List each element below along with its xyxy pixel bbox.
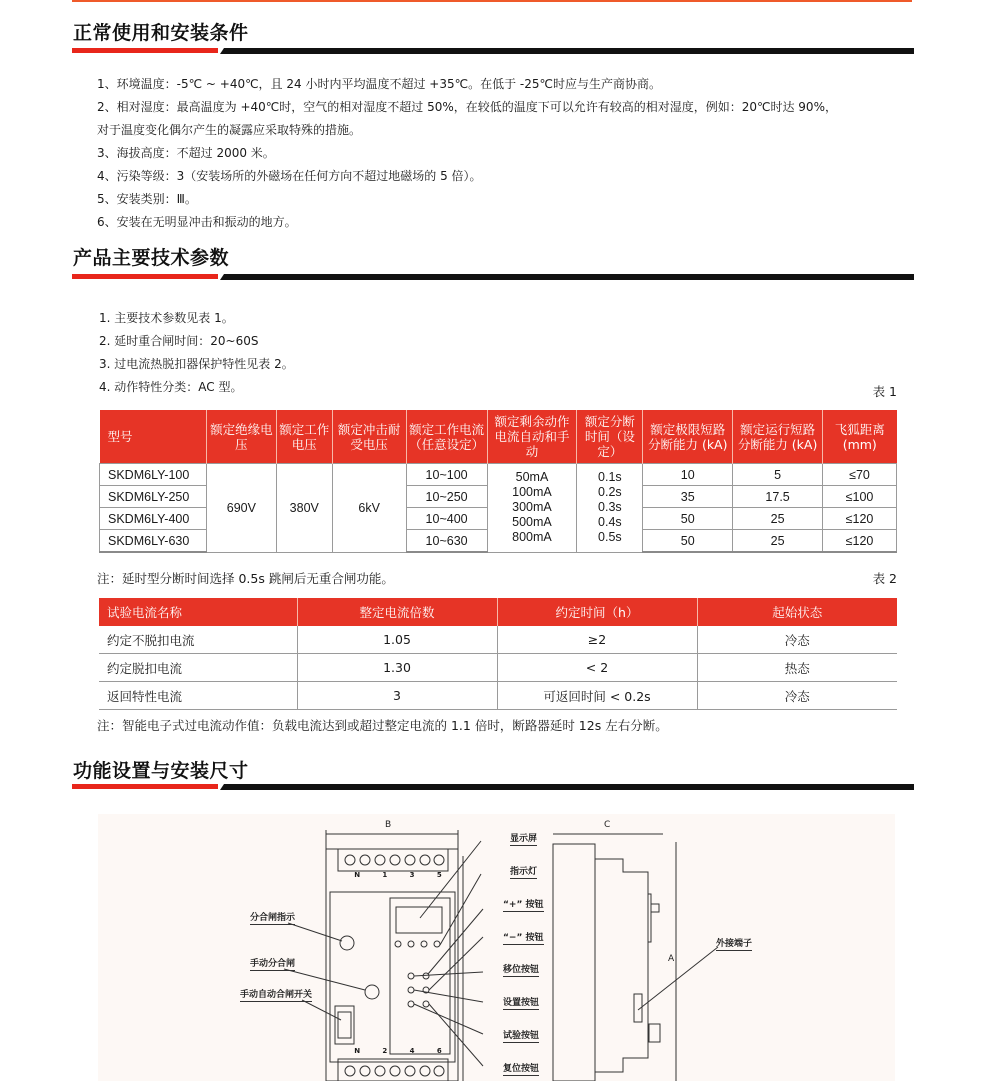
table2-header: 约定时间（h） bbox=[497, 598, 697, 626]
switch-indicator bbox=[340, 936, 354, 950]
top-accent-line bbox=[72, 0, 912, 2]
ultimate-capacity-cell: 10 bbox=[643, 464, 733, 486]
label-test-button: 试验按钮 bbox=[503, 1028, 539, 1043]
table1-header: 额定分断时间（设定） bbox=[577, 410, 643, 464]
terminal-label: 2 bbox=[382, 1047, 388, 1055]
conditions-line: 1、环境温度：-5℃ ~ +40℃，且 24 小时内平均温度不超过 +35℃。在低于 -25℃时应与生产商协商。 bbox=[97, 77, 661, 91]
label-external-terminal: 外接端子 bbox=[716, 936, 752, 951]
terminal-label: N bbox=[354, 871, 361, 879]
table1-header: 额定绝缘电压 bbox=[206, 410, 276, 464]
label-manual-switch: 手动分合闸 bbox=[250, 956, 295, 971]
insulation-voltage-cell: 690V bbox=[206, 464, 276, 553]
table2-cell: 可返回时间 < 0.2s bbox=[497, 682, 697, 710]
section-title-specs: 产品主要技术参数 bbox=[73, 247, 230, 269]
table2-header: 试验电流名称 bbox=[99, 598, 297, 626]
table-row bbox=[99, 682, 897, 710]
terminal-label: 6 bbox=[436, 1047, 442, 1055]
top-terminals bbox=[345, 855, 444, 865]
section-title-install: 功能设置与安装尺寸 bbox=[73, 760, 249, 782]
working-current-cell: 10~630 bbox=[406, 530, 487, 553]
top-terminal-labels bbox=[343, 871, 453, 879]
label-set-button: 设置按钮 bbox=[503, 995, 539, 1010]
residual-current-value: 300mA bbox=[512, 500, 552, 515]
arc-distance-cell: ≤70 bbox=[823, 464, 897, 486]
residual-current-value: 500mA bbox=[512, 515, 552, 530]
table1-header: 额定工作电压 bbox=[276, 410, 332, 464]
table1 bbox=[99, 410, 897, 553]
conditions-line: 4、污染等级：3（安装场所的外磁场在任何方向不超过地磁场的 5 倍）。 bbox=[97, 169, 482, 183]
model-cell: SKDM6LY-250 bbox=[100, 486, 207, 508]
table2-cell: 约定不脱扣电流 bbox=[99, 626, 297, 654]
table1-note: 注：延时型分断时间选择 0.5s 跳闸后无重合闸功能。 bbox=[97, 571, 394, 586]
bottom-terminal-labels bbox=[343, 1047, 453, 1055]
table2-cell: 冷态 bbox=[697, 682, 897, 710]
specs-line: 3. 过电流热脱扣器保护特性见表 2。 bbox=[99, 357, 294, 371]
break-time-cell bbox=[577, 464, 643, 553]
table1-caption: 表 1 bbox=[872, 384, 897, 399]
table2-cell: 1.30 bbox=[297, 654, 497, 682]
table2-header-row bbox=[99, 598, 897, 626]
label-indicator: 指示灯 bbox=[510, 864, 537, 879]
table1-header-row bbox=[100, 410, 897, 464]
specs-line: 4. 动作特性分类：AC 型。 bbox=[99, 380, 243, 394]
residual-current-value: 50mA bbox=[515, 470, 549, 485]
ultimate-capacity-cell: 35 bbox=[643, 486, 733, 508]
table1-header: 额定剩余动作电流自动和手动 bbox=[487, 410, 577, 464]
label-switch-indicator: 分合闸指示 bbox=[250, 910, 295, 925]
ultimate-capacity-cell: 50 bbox=[643, 508, 733, 530]
table2-cell: 冷态 bbox=[697, 626, 897, 654]
terminal-label: 5 bbox=[436, 871, 442, 879]
table2-header: 整定电流倍数 bbox=[297, 598, 497, 626]
specs-list bbox=[99, 307, 294, 399]
break-time-value: 0.2s bbox=[598, 485, 622, 500]
section-title-conditions: 正常使用和安装条件 bbox=[73, 22, 249, 44]
residual-current-value: 100mA bbox=[512, 485, 552, 500]
working-current-cell: 10~100 bbox=[406, 464, 487, 486]
arc-distance-cell: ≤120 bbox=[823, 530, 897, 553]
section-divider bbox=[72, 48, 914, 54]
impulse-voltage-cell: 6kV bbox=[332, 464, 406, 553]
table2-cell: ≥2 bbox=[497, 626, 697, 654]
ultimate-capacity-cell: 50 bbox=[643, 530, 733, 553]
manual-switch bbox=[365, 985, 379, 999]
service-capacity-cell: 5 bbox=[733, 464, 823, 486]
table1-header: 额定工作电流（任意设定） bbox=[406, 410, 487, 464]
service-capacity-cell: 25 bbox=[733, 530, 823, 553]
model-cell: SKDM6LY-100 bbox=[100, 464, 207, 486]
table-row bbox=[100, 464, 897, 486]
installation-diagram bbox=[98, 814, 895, 1081]
terminal-label: 4 bbox=[409, 1047, 415, 1055]
arc-distance-cell: ≤120 bbox=[823, 508, 897, 530]
table1-header: 额定运行短路分断能力 (kA) bbox=[733, 410, 823, 464]
breaker-drawing bbox=[98, 814, 895, 1081]
label-display: 显示屏 bbox=[510, 831, 537, 846]
conditions-line: 2、相对湿度：最高温度为 +40℃时，空气的相对湿度不超过 50%，在较低的温度下可以允许有较高的相对湿度，例如：20℃时达 90%， bbox=[97, 100, 837, 114]
arc-distance-cell: ≤100 bbox=[823, 486, 897, 508]
table2-note: 注：智能电子式过电流动作值：负载电流达到或超过整定电流的 1.1 倍时，断路器延时 12s 左右分断。 bbox=[97, 718, 668, 733]
label-plus-button: “+” 按钮 bbox=[503, 897, 544, 912]
table-row bbox=[99, 654, 897, 682]
specs-line: 1. 主要技术参数见表 1。 bbox=[99, 311, 234, 325]
label-auto-manual-switch: 手动自动合闸开关 bbox=[240, 987, 312, 1002]
table2-cell: 约定脱扣电流 bbox=[99, 654, 297, 682]
working-voltage-cell: 380V bbox=[276, 464, 332, 553]
display-screen bbox=[396, 907, 442, 933]
table2 bbox=[99, 598, 897, 710]
table2-cell: 3 bbox=[297, 682, 497, 710]
specs-line: 2. 延时重合闸时间：20~60S bbox=[99, 334, 259, 348]
conditions-line: 3、海拔高度：不超过 2000 米。 bbox=[97, 146, 275, 160]
model-cell: SKDM6LY-400 bbox=[100, 508, 207, 530]
table2-caption: 表 2 bbox=[872, 571, 897, 586]
table2-cell: 1.05 bbox=[297, 626, 497, 654]
section-divider bbox=[72, 274, 914, 280]
residual-current-cell bbox=[487, 464, 577, 553]
model-cell: SKDM6LY-630 bbox=[100, 530, 207, 553]
table1-header: 飞狐距离(mm) bbox=[823, 410, 897, 464]
terminal-label: 3 bbox=[409, 871, 415, 879]
label-minus-button: “−” 按钮 bbox=[503, 930, 544, 945]
label-reset-button: 复位按钮 bbox=[503, 1061, 539, 1076]
table2-cell: 返回特性电流 bbox=[99, 682, 297, 710]
service-capacity-cell: 25 bbox=[733, 508, 823, 530]
break-time-value: 0.1s bbox=[598, 470, 622, 485]
table1-header: 额定冲击耐受电压 bbox=[332, 410, 406, 464]
terminal-label: 1 bbox=[382, 871, 388, 879]
table2-cell: 热态 bbox=[697, 654, 897, 682]
side-body-left bbox=[553, 844, 595, 1081]
table-row bbox=[99, 626, 897, 654]
service-capacity-cell: 17.5 bbox=[733, 486, 823, 508]
conditions-line: 6、安装在无明显冲击和振动的地方。 bbox=[97, 215, 297, 229]
table1-header: 额定极限短路分断能力 (kA) bbox=[643, 410, 733, 464]
conditions-line: 5、安装类别：Ⅲ。 bbox=[97, 192, 197, 206]
break-time-value: 0.4s bbox=[598, 515, 622, 530]
break-time-value: 0.5s bbox=[598, 530, 622, 545]
conditions-list bbox=[97, 73, 837, 234]
dim-a-label: A bbox=[668, 954, 675, 964]
table2-header: 起始状态 bbox=[697, 598, 897, 626]
dim-c-label: C bbox=[604, 820, 611, 830]
conditions-line: 对于温度变化偶尔产生的凝露应采取特殊的措施。 bbox=[97, 123, 362, 137]
break-time-value: 0.3s bbox=[598, 500, 622, 515]
working-current-cell: 10~400 bbox=[406, 508, 487, 530]
working-current-cell: 10~250 bbox=[406, 486, 487, 508]
dim-b-label: B bbox=[385, 820, 392, 830]
bottom-terminals bbox=[345, 1066, 444, 1076]
residual-current-value: 800mA bbox=[512, 530, 552, 545]
section-divider bbox=[72, 784, 914, 790]
table1-header: 型号 bbox=[100, 410, 207, 464]
table2-cell: < 2 bbox=[497, 654, 697, 682]
terminal-label: N bbox=[354, 1047, 361, 1055]
label-shift-button: 移位按钮 bbox=[503, 962, 539, 977]
